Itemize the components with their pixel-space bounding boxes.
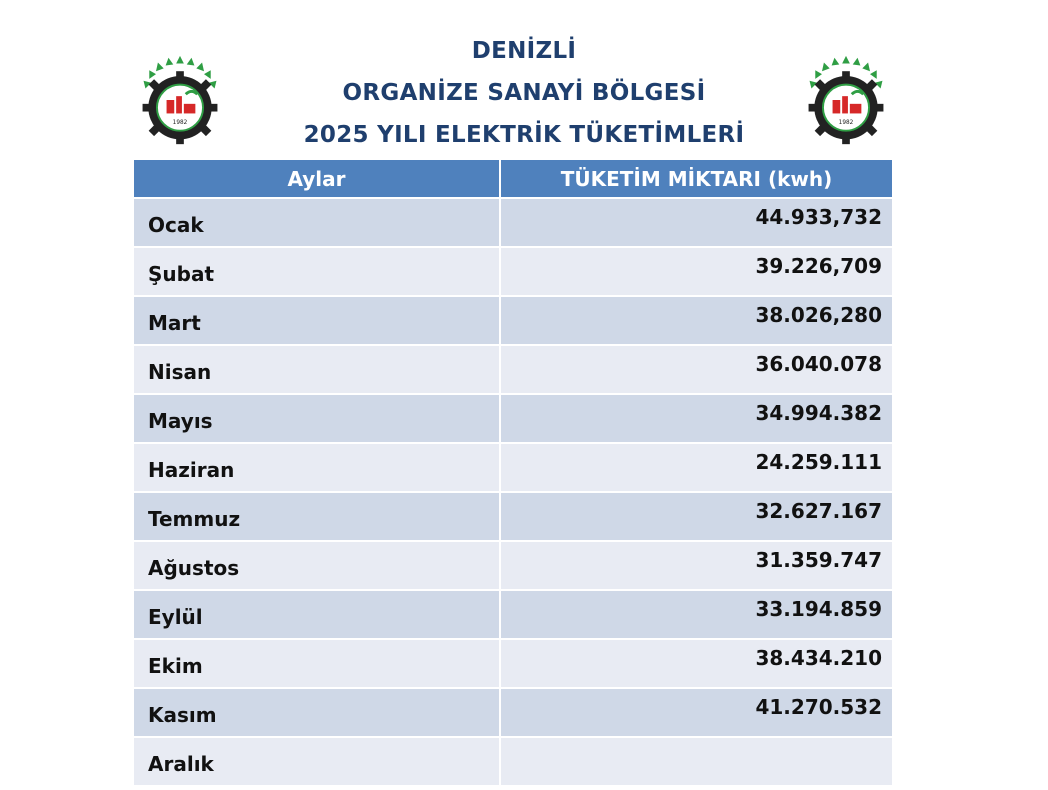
value-cell: 31.359.747 bbox=[500, 541, 893, 590]
logo-year: 1982 bbox=[838, 120, 854, 126]
table-row bbox=[133, 443, 893, 492]
value-cell bbox=[500, 737, 893, 786]
consumption-table bbox=[132, 158, 892, 787]
value-cell: 32.627.167 bbox=[500, 492, 893, 541]
table-row bbox=[133, 296, 893, 345]
month-cell: Nisan bbox=[133, 345, 500, 394]
logo-year: 1982 bbox=[172, 120, 188, 126]
title-line-1: DENİZLİ bbox=[471, 38, 577, 64]
column-header-months: Aylar bbox=[133, 159, 500, 198]
title-line-2: ORGANİZE SANAYİ BÖLGESİ bbox=[342, 80, 706, 106]
value-cell: 41.270.532 bbox=[500, 688, 893, 737]
table-row bbox=[133, 737, 893, 786]
table-row bbox=[133, 639, 893, 688]
table-row bbox=[133, 247, 893, 296]
table-header-row bbox=[133, 159, 893, 198]
month-cell: Kasım bbox=[133, 688, 500, 737]
month-cell: Temmuz bbox=[133, 492, 500, 541]
column-header-consumption bbox=[500, 159, 893, 198]
table-row bbox=[133, 688, 893, 737]
month-cell: Ağustos bbox=[133, 541, 500, 590]
month-cell: Mayıs bbox=[133, 394, 500, 443]
column-header-consumption-text: TÜKETİM MİKTARI (kwh) bbox=[560, 166, 833, 191]
value-cell: 24.259.111 bbox=[500, 443, 893, 492]
table-row bbox=[133, 198, 893, 247]
title-line-3: 2025 YILI ELEKTRİK TÜKETİMLERİ bbox=[303, 122, 745, 148]
value-cell: 44.933,732 bbox=[500, 198, 893, 247]
month-cell: Eylül bbox=[133, 590, 500, 639]
month-cell: Haziran bbox=[133, 443, 500, 492]
value-cell: 38.026,280 bbox=[500, 296, 893, 345]
month-cell: Aralık bbox=[133, 737, 500, 786]
value-cell: 36.040.078 bbox=[500, 345, 893, 394]
month-cell: Mart bbox=[133, 296, 500, 345]
month-cell: Ocak bbox=[133, 198, 500, 247]
table-row bbox=[133, 541, 893, 590]
value-cell: 39.226,709 bbox=[500, 247, 893, 296]
page-title bbox=[210, 30, 838, 156]
month-cell: Ekim bbox=[133, 639, 500, 688]
month-cell: Şubat bbox=[133, 247, 500, 296]
table-row bbox=[133, 394, 893, 443]
table-row bbox=[133, 492, 893, 541]
table-row bbox=[133, 590, 893, 639]
value-cell: 38.434.210 bbox=[500, 639, 893, 688]
table-row bbox=[133, 345, 893, 394]
value-cell: 33.194.859 bbox=[500, 590, 893, 639]
value-cell: 34.994.382 bbox=[500, 394, 893, 443]
